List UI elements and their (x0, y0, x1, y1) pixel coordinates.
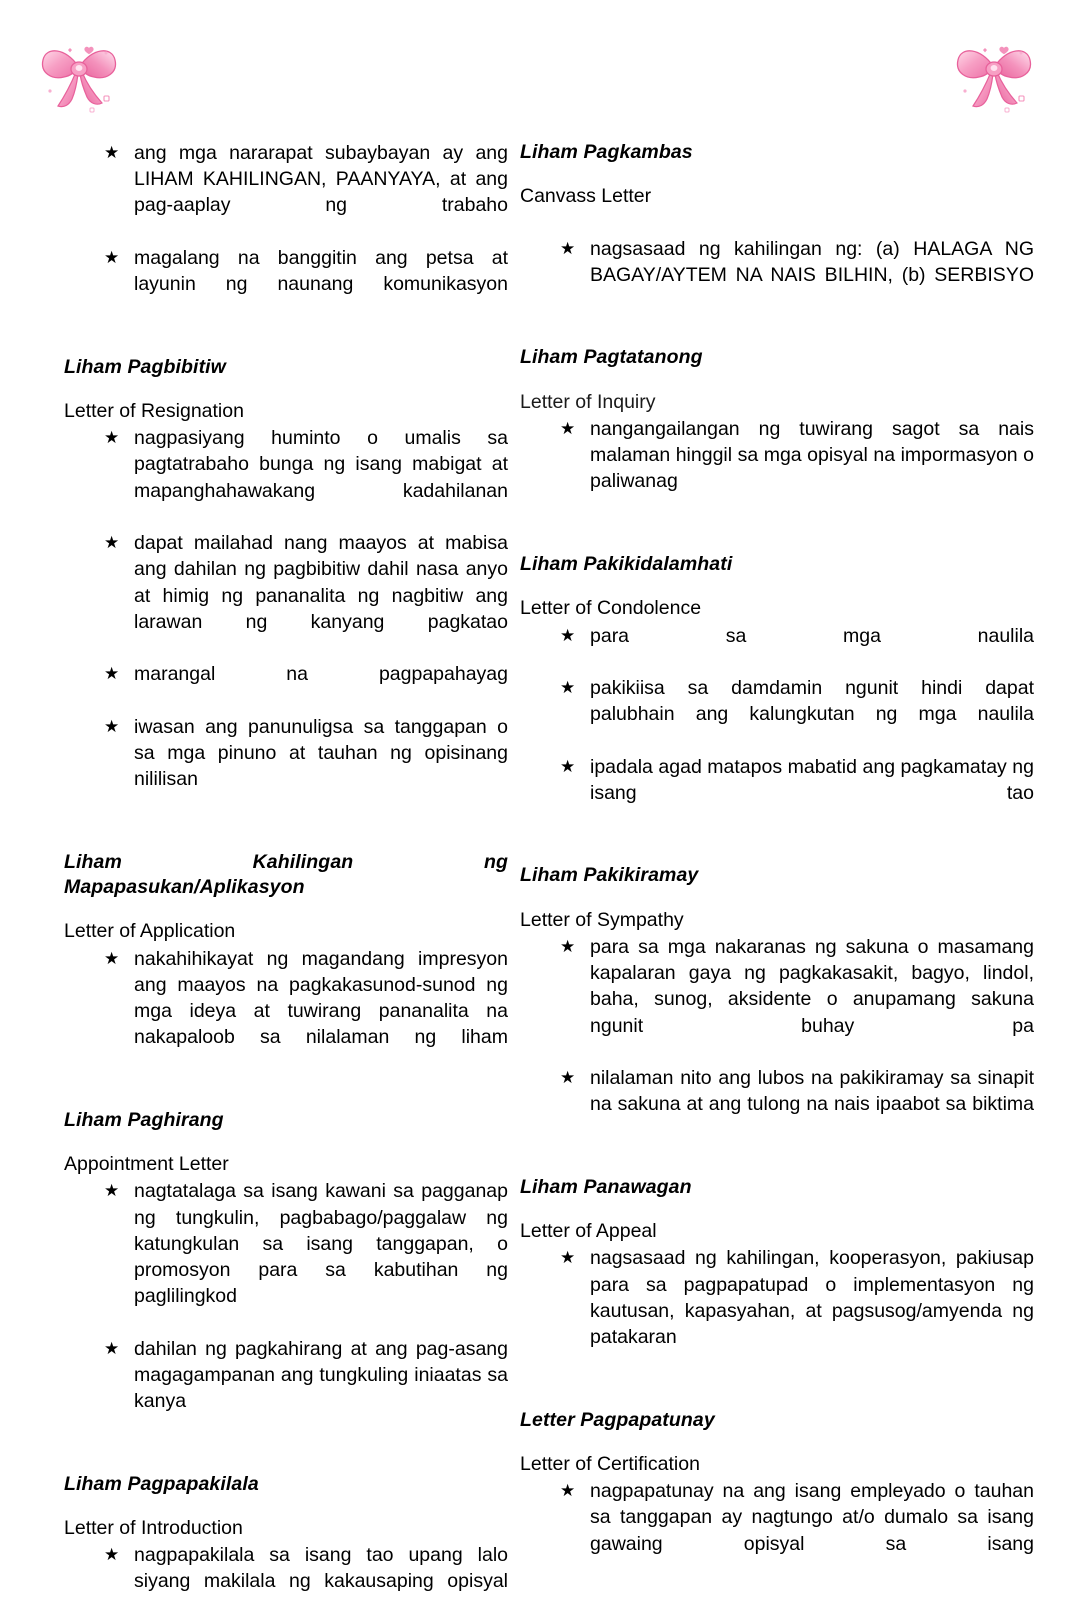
star-bullet-icon: ★ (560, 1248, 576, 1268)
bullet-list (520, 934, 1034, 1144)
section-liham-pakikiramay (520, 863, 1034, 1143)
section-liham-paghirang (64, 1108, 508, 1441)
section-heading: Letter Pagpapatunay (520, 1408, 715, 1431)
section-subtitle: Letter of Application (64, 920, 236, 943)
bullet-list (64, 425, 508, 818)
list-item-text: pakikiisa sa damdamin ngunit hindi dapat palubhain ang kalungkutan ng mga naulila (590, 677, 1034, 726)
bullet-list (520, 623, 1034, 833)
intro-bullet-block (64, 140, 508, 324)
star-bullet-icon: ★ (560, 419, 576, 439)
section-liham-pagpapakilala (64, 1472, 508, 1621)
section-liham-kahilingan-ng-mapapasukan (64, 850, 508, 1077)
star-bullet-icon: ★ (104, 716, 120, 736)
list-item (560, 236, 1034, 315)
section-heading: Liham Pagpapakilala (64, 1472, 259, 1495)
star-bullet-icon: ★ (560, 625, 576, 645)
list-item (560, 1245, 1034, 1376)
section-subtitle: Appointment Letter (64, 1152, 229, 1175)
bullet-list (520, 236, 1034, 315)
bullet-list (64, 1542, 508, 1621)
bullet-list (520, 1478, 1034, 1583)
list-item (560, 1478, 1034, 1583)
star-bullet-icon: ★ (560, 1068, 576, 1088)
section-heading: Liham Pagtatanong (520, 346, 703, 369)
section-subtitle: Canvass Letter (520, 185, 652, 208)
section-subtitle: Letter of Sympathy (520, 908, 684, 931)
list-item-text: dahilan ng pagkahirang at ang pag-asang magagampanan ang tungkuling iniaatas sa kanya (134, 1337, 508, 1413)
section-subtitle: Letter of Inquiry (520, 390, 656, 413)
star-bullet-icon: ★ (104, 1181, 120, 1201)
list-item (560, 754, 1034, 833)
list-item-text: para sa mga naulila (590, 624, 1034, 647)
list-item-text: nagsasaad ng kahilingan ng: (a) HALAGA NG BAGAY/AYTEM NA NAIS BILHIN, (b) SERBISYO (590, 237, 1034, 286)
star-bullet-icon: ★ (104, 1338, 120, 1358)
list-item-text: para sa mga nakaranas ng sakuna o masamang kapalaran gaya ng pagkakasakit, bagyo, lindol, baha, sunog, aksidente o anupamang sakuna ngunit buhay pa (590, 936, 1034, 1037)
list-item-text: magalang na banggitin ang petsa at layunin ng naunang komunikasyon (134, 246, 508, 296)
section-heading: Liham Pagkambas (520, 141, 693, 163)
section-liham-pagtatanong (520, 345, 1034, 521)
section-liham-pagbibitiw (64, 355, 508, 819)
section-subtitle: Letter of Condolence (520, 597, 702, 620)
list-item-text: nagpapatunay na ang isang empleyado o tauhan sa tanggapan ay nagtungo at/o dumalo sa isang gawaing opisyal sa isang (590, 1480, 1034, 1555)
two-column-layout (0, 140, 1080, 1621)
bullet-list (520, 1245, 1034, 1376)
star-bullet-icon: ★ (560, 756, 576, 776)
list-item-text: nangangailangan ng tuwirang sagot sa nais malaman hinggil sa mga opisyal na impormasyon o paliwanag (590, 418, 1034, 493)
bullet-list (520, 416, 1034, 521)
section-subtitle: Letter of Appeal (520, 1220, 657, 1243)
list-item-text: nagtatalaga sa isang kawani sa pagganap ng tungkulin, pagbabago/paggalaw ng katungkulan sa isang tanggapan, o promosyon para sa kabutihan ng paglilingkod (134, 1180, 508, 1308)
left-column (0, 140, 512, 1621)
star-bullet-icon: ★ (104, 948, 120, 968)
bullet-list (64, 140, 508, 324)
bullet-list (64, 1178, 508, 1440)
list-item-text: nagpapakilala sa isang tao upang lalo siyang makilala ng kakausaping opisyal (134, 1544, 508, 1593)
section-liham-pagkambas (520, 140, 1034, 314)
star-bullet-icon: ★ (104, 1545, 120, 1565)
list-item (104, 1178, 508, 1335)
section-heading: Liham Paghirang (64, 1108, 224, 1131)
list-item-text: iwasan ang panunuligsa sa tanggapan o sa mga pinuno at tauhan ng opisinang nililisan (134, 715, 508, 791)
list-item (104, 140, 508, 245)
section-heading (64, 850, 508, 901)
section-heading-line-1 (64, 850, 508, 875)
list-item-text: nagsasaad ng kahilingan, kooperasyon, pakiusap para sa pagpapatupad o implementasyon ng kautusan, kapasyahan, at pagsusog/amyenda ng patakaran (590, 1247, 1034, 1349)
section-heading-line-2: Mapapasukan/Aplikasyon (64, 875, 305, 898)
star-bullet-icon: ★ (104, 533, 120, 553)
star-bullet-icon: ★ (560, 1481, 576, 1501)
list-item (104, 245, 508, 324)
section-heading: Liham Pakikidalamhati (520, 552, 733, 575)
bullet-list (64, 946, 508, 1077)
star-bullet-icon: ★ (104, 428, 120, 448)
list-item (104, 1336, 508, 1441)
pink-bow-icon-left (38, 36, 120, 114)
section-subtitle: Letter of Introduction (64, 1516, 243, 1539)
heading-word: ng (483, 850, 508, 873)
star-bullet-icon: ★ (560, 678, 576, 698)
pink-bow-icon-right (953, 36, 1035, 114)
list-item (104, 425, 508, 530)
star-bullet-icon: ★ (560, 937, 576, 957)
section-letter-pagpapatunay (520, 1408, 1034, 1584)
section-subtitle: Letter of Certification (520, 1452, 700, 1475)
list-item-text: ipadala agad matapos mabatid ang pagkamatay ng isang tao (590, 755, 1034, 804)
list-item (104, 1542, 508, 1621)
section-heading: Liham Panawagan (520, 1175, 692, 1198)
list-item-text: dapat mailahad nang maayos at mabisa ang dahilan ng pagbibitiw dahil nasa anyo at himig ng pananalita ng nagbitiw ang larawan ng kanyang pagkatao (134, 532, 508, 633)
section-subtitle: Letter of Resignation (64, 399, 244, 422)
list-item (104, 946, 508, 1077)
section-liham-pakikidalamhati (520, 552, 1034, 832)
list-item (104, 530, 508, 661)
right-column (512, 140, 1080, 1583)
list-item (560, 416, 1034, 521)
list-item-text: nakahihikayat ng magandang impresyon ang maayos na pagkakasunod-sunod ng mga ideya at tuwirang pananalita na nakapaloob sa nilalaman ng liham (134, 947, 508, 1049)
list-item-text: nagpasiyang huminto o umalis sa pagtatrabaho bunga ng isang mabigat at mapanghahawakang kadahilanan (134, 427, 508, 502)
list-item (560, 1065, 1034, 1144)
section-liham-panawagan (520, 1175, 1034, 1377)
star-bullet-icon: ★ (560, 238, 576, 258)
star-bullet-icon: ★ (104, 247, 120, 267)
section-heading: Liham Pakikiramay (520, 864, 699, 887)
list-item (560, 934, 1034, 1065)
list-item (560, 623, 1034, 675)
document-body (0, 140, 1080, 1621)
star-bullet-icon: ★ (104, 664, 120, 684)
list-item (560, 675, 1034, 754)
list-item (104, 661, 508, 713)
list-item (104, 714, 508, 819)
list-item-text: marangal na pagpapahayag (134, 663, 508, 686)
list-item-text: nilalaman nito ang lubos na pakikiramay sa sinapit na sakuna at ang tulong na nais ipaabot sa biktima (590, 1067, 1034, 1116)
heading-word: Liham (64, 850, 122, 873)
heading-word: Kahilingan (252, 850, 354, 873)
section-heading: Liham Pagbibitiw (64, 355, 226, 378)
star-bullet-icon: ★ (104, 143, 120, 162)
list-item-text: ang mga nararapat subaybayan ay ang LIHAM KAHILINGAN, PAANYAYA, at ang pag-aaplay ng trabaho (134, 142, 508, 217)
